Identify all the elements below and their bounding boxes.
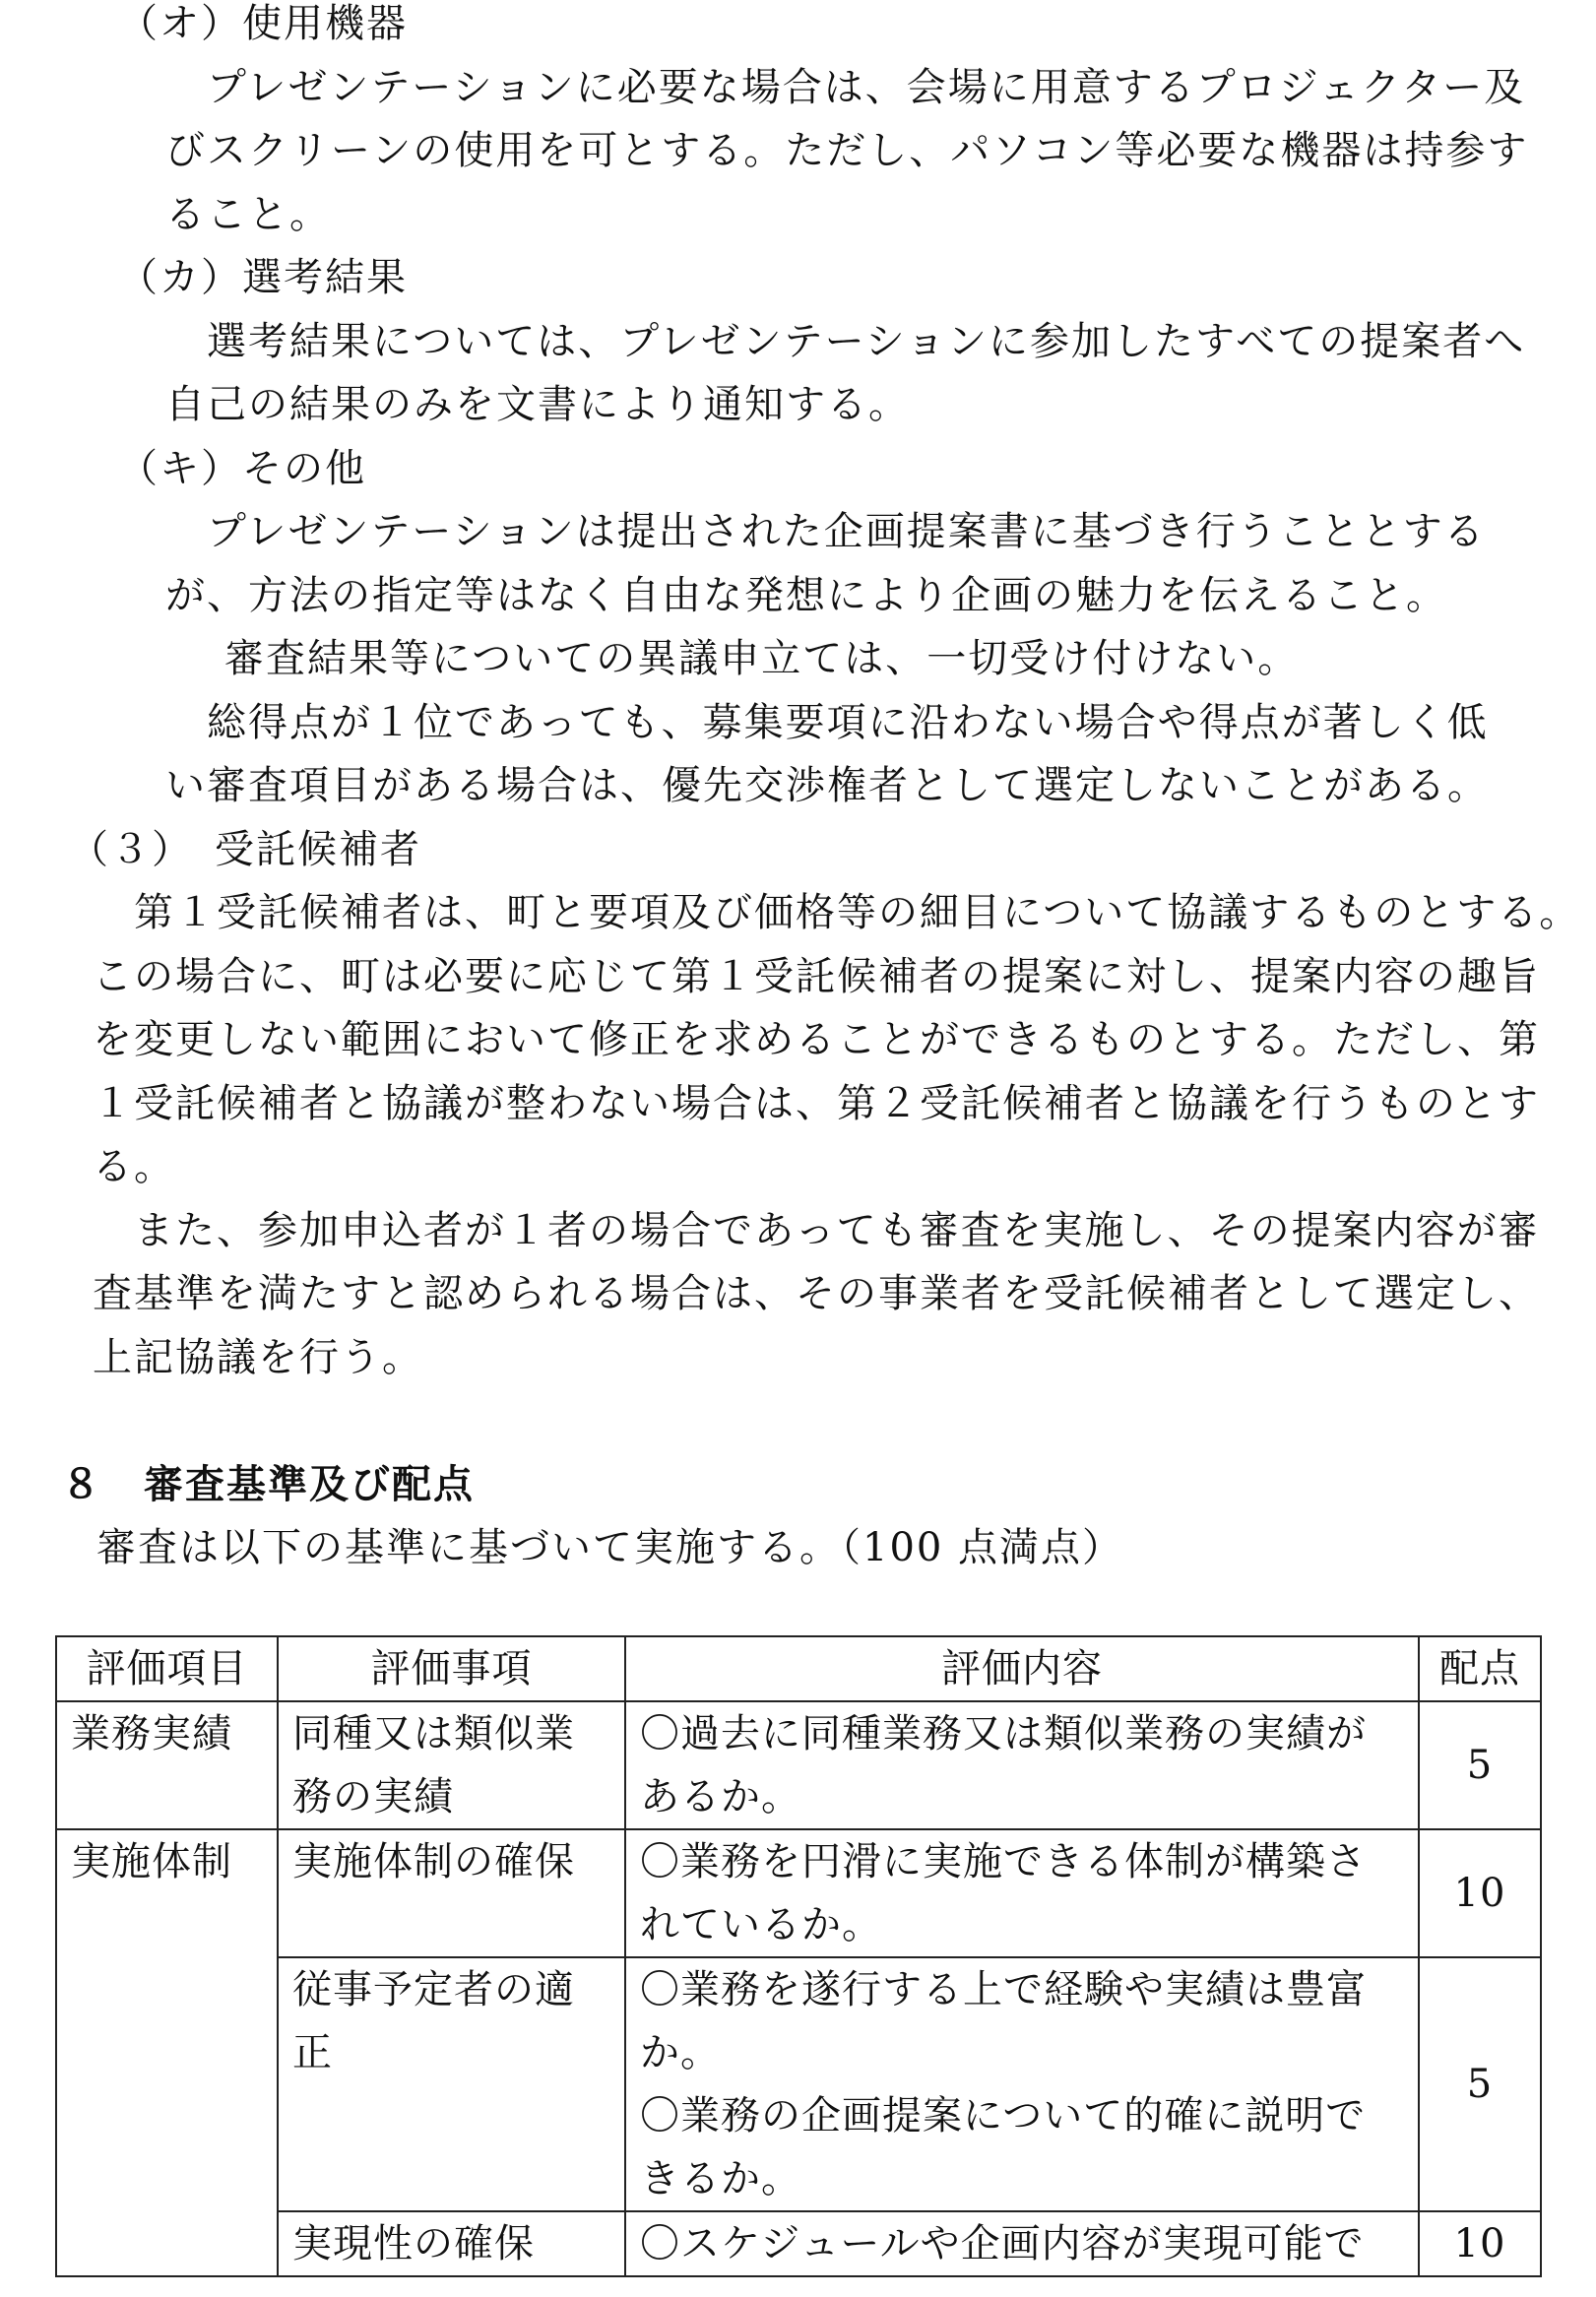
cell-content	[625, 1829, 1419, 1957]
paragraph-line: ること。	[165, 192, 331, 237]
table-row	[56, 1701, 1541, 1829]
paragraph-line: る。	[93, 1144, 175, 1189]
cell-text: 従事予定者の適	[292, 1967, 575, 2012]
cell-content	[625, 2211, 1419, 2276]
paragraph-line: 上記協議を行う。	[93, 1335, 423, 1380]
cell-text: か。	[640, 2030, 721, 2075]
paragraph-line: い審査項目がある場合は、優先交渉権者として選定しないことがある。	[165, 763, 1489, 808]
cell-points: 5	[1419, 1701, 1541, 1829]
heading-3: （３） 受託候補者	[69, 827, 421, 872]
cell-text: 〇業務を遂行する上で経験や実績は豊富	[640, 1967, 1367, 2012]
cell-text: 実施体制の確保	[292, 1839, 575, 1884]
header-item: 評価項目	[56, 1636, 278, 1701]
cell-text: 〇スケジュールや企画内容が実現可能で	[640, 2221, 1365, 2266]
cell-matter	[278, 1701, 625, 1829]
cell-matter	[278, 2211, 625, 2276]
cell-item: 実施体制	[56, 1829, 278, 1957]
cell-content	[625, 1701, 1419, 1829]
cell-text: 同種又は類似業	[292, 1711, 575, 1756]
heading-o: （オ）使用機器	[118, 1, 408, 46]
heading-8: ８ 審査基準及び配点	[61, 1462, 475, 1507]
cell-item	[56, 1957, 278, 2211]
paragraph-line: プレゼンテーションは提出された企画提案書に基づき行うこととする	[207, 509, 1486, 554]
cell-text: 正	[292, 2030, 333, 2075]
paragraph-line: １受託候補者と協議が整わない場合は、第２受託候補者と協議を行うものとす	[93, 1081, 1540, 1126]
paragraph-line: 査基準を満たすと認められる場合は、その事業者を受託候補者として選定し、	[93, 1271, 1540, 1316]
table-row	[56, 1957, 1541, 2211]
table-row	[56, 1829, 1541, 1957]
heading-ka: （カ）選考結果	[118, 255, 408, 300]
paragraph-line: びスクリーンの使用を可とする。ただし、パソコン等必要な機器は持参す	[165, 128, 1529, 173]
table-row	[56, 2211, 1541, 2276]
paragraph-line: が、方法の指定等はなく自由な発想により企画の魅力を伝えること。	[165, 573, 1447, 618]
cell-text: 〇過去に同種業務又は類似業務の実績が	[640, 1711, 1367, 1756]
cell-text: 実現性の確保	[292, 2221, 535, 2266]
cell-text: 務の実績	[292, 1774, 454, 1819]
paragraph-line: 選考結果については、プレゼンテーションに参加したすべての提案者へ	[207, 319, 1526, 364]
cell-text: 〇業務を円滑に実施できる体制が構築さ	[640, 1839, 1367, 1884]
cell-text: れているか。	[640, 1902, 882, 1947]
cell-content	[625, 1957, 1419, 2211]
cell-text: あるか。	[640, 1774, 801, 1819]
cell-points: 10	[1419, 2211, 1541, 2276]
paragraph-line: 審査結果等についての異議申立ては、一切受け付けない。	[224, 636, 1300, 681]
paragraph-line: を変更しない範囲において修正を求めることができるものとする。ただし、第	[93, 1017, 1540, 1062]
header-content: 評価内容	[625, 1636, 1419, 1701]
cell-matter	[278, 1957, 625, 2211]
cell-text: きるか。	[640, 2156, 801, 2201]
paragraph-line: この場合に、町は必要に応じて第１受託候補者の提案に対し、提案内容の趣旨	[93, 954, 1540, 999]
paragraph-line: 総得点が１位であっても、募集要項に沿わない場合や得点が著しく低	[207, 700, 1489, 745]
table-header-row	[56, 1636, 1541, 1701]
heading-ki: （キ）その他	[118, 446, 366, 491]
cell-points: 5	[1419, 1957, 1541, 2211]
cell-item	[56, 2211, 278, 2276]
paragraph-line: 自己の結果のみを文書により通知する。	[165, 382, 910, 427]
cell-text: 〇業務の企画提案について的確に説明で	[640, 2093, 1367, 2138]
cell-points: 10	[1419, 1829, 1541, 1957]
paragraph-line: 第１受託候補者は、町と要項及び価格等の細目について協議するものとする。	[134, 890, 1581, 935]
paragraph-line: プレゼンテーションに必要な場合は、会場に用意するプロジェクター及	[207, 65, 1526, 110]
cell-item: 業務実績	[56, 1701, 278, 1829]
criteria-table	[55, 1635, 1542, 2277]
paragraph-line: また、参加申込者が１者の場合であっても審査を実施し、その提案内容が審	[134, 1208, 1540, 1253]
header-matter: 評価事項	[278, 1636, 625, 1701]
section-intro: 審査は以下の基準に基づいて実施する。（100 点満点）	[96, 1525, 1124, 1570]
header-points: 配点	[1419, 1636, 1541, 1701]
cell-matter	[278, 1829, 625, 1957]
